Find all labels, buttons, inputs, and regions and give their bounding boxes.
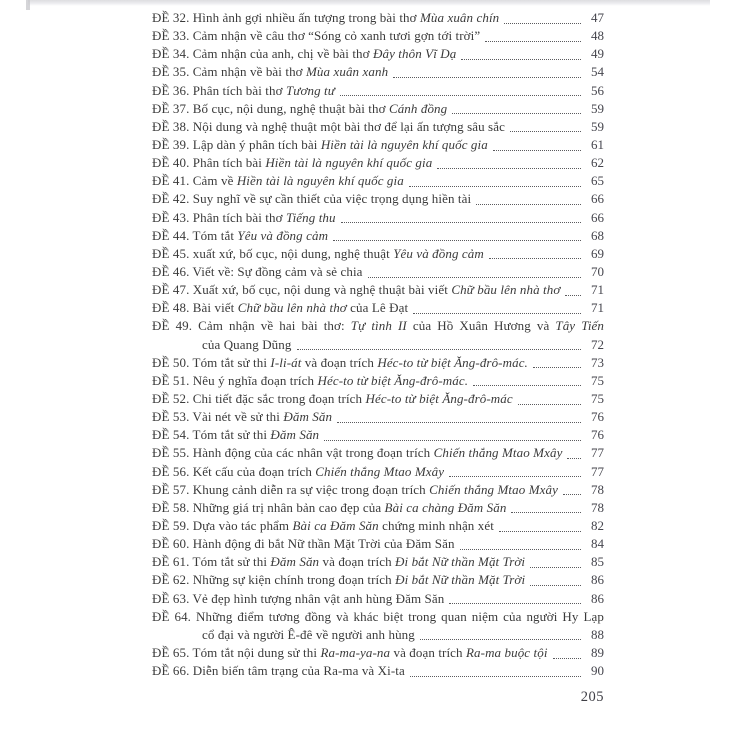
toc-line: [152, 336, 604, 354]
toc-text-segment: ĐỀ 57. Khung cảnh diễn ra sự việc trong đoạn trích: [152, 481, 430, 497]
toc-line: [152, 535, 604, 553]
toc-entry: [152, 263, 604, 281]
toc-line: [152, 662, 604, 680]
toc-entry: [152, 553, 604, 571]
work-title-italic: Bài ca chàng Đăm Săn: [384, 499, 507, 515]
toc-entry-text: [152, 154, 432, 172]
toc-entry: [152, 608, 604, 644]
toc-text-segment: và đoạn trích: [301, 354, 378, 370]
toc-line: [152, 190, 604, 208]
toc-page-number: 88: [591, 626, 604, 642]
toc-text-segment: cổ đại và người Ê-đê về người anh hùng: [202, 626, 415, 642]
toc-line: [152, 45, 604, 63]
toc-entry-text: [152, 390, 513, 408]
toc-entry-text: [152, 463, 444, 481]
toc-line: [152, 626, 604, 644]
toc-entry-text: [152, 63, 388, 81]
toc-entry: [152, 227, 604, 245]
work-title-italic: I-li-át: [270, 354, 302, 370]
toc-text-segment: ĐỀ 48. Bài viết: [152, 300, 238, 316]
toc-text-segment: ĐỀ 38. Nội dung và nghệ thuật một bài thơ để lại ấn tượng sâu sắc: [152, 118, 505, 134]
toc-page-number: 75: [591, 390, 604, 406]
toc-page-number: 47: [591, 10, 604, 25]
toc-entry-text: [152, 662, 405, 680]
dot-leader: [437, 163, 581, 169]
table-of-contents: [152, 9, 604, 680]
toc-page-number: 76: [591, 409, 604, 425]
dot-leader: [333, 235, 581, 241]
dot-leader: [493, 145, 581, 151]
toc-text-segment: ĐỀ 32. Hình ảnh gợi nhiều ấn tượng trong bài thơ: [152, 10, 420, 25]
toc-line: [152, 227, 604, 245]
toc-line: [152, 354, 604, 372]
work-title-italic: Mùa xuân chín: [419, 10, 500, 25]
toc-page-number: 49: [591, 46, 604, 62]
work-title-italic: Tự tình II: [350, 318, 407, 334]
work-title-italic: Hiền tài là nguyên khí quốc gia: [320, 136, 488, 152]
toc-text-segment: ĐỀ 40. Phân tích bài: [152, 155, 266, 171]
toc-text-segment: ĐỀ 45. xuất xứ, bố cục, nội dung, nghệ thuật: [152, 245, 394, 261]
page-edge-shadow: [28, 0, 710, 6]
work-title-italic: Đây thôn Vĩ Dạ: [372, 46, 457, 62]
toc-line: [152, 9, 604, 27]
toc-line: [152, 299, 604, 317]
dot-leader: [368, 272, 581, 278]
toc-entry-text: [152, 499, 506, 517]
dot-leader: [449, 471, 581, 477]
toc-line: [152, 372, 604, 390]
toc-line: [152, 281, 604, 299]
toc-text-segment: ĐỀ 49. Cảm nhận về hai bài thơ:: [152, 318, 351, 334]
toc-page-number: 85: [591, 554, 604, 570]
dot-leader: [461, 54, 581, 60]
toc-page-number: 66: [591, 209, 604, 225]
toc-entry-text: [152, 118, 505, 136]
toc-page-number: 86: [591, 590, 604, 606]
toc-page-number: 78: [591, 499, 604, 515]
dot-leader: [511, 507, 581, 513]
work-title-italic: Héc-to từ biệt Ăng-đrô-mác.: [377, 354, 528, 370]
toc-line: [152, 263, 604, 281]
toc-entry-text: [152, 281, 560, 299]
toc-entry-text: [152, 136, 488, 154]
toc-text-segment: ĐỀ 62. Những sự kiện chính trong đoạn trích: [152, 572, 396, 588]
toc-text-segment: ĐỀ 63. Vẻ đẹp hình tượng nhân vật anh hùng Đăm Săn: [152, 590, 445, 606]
dot-leader: [530, 562, 581, 568]
toc-text-segment: chứng minh nhận xét: [378, 517, 494, 533]
toc-entry: [152, 535, 604, 553]
toc-page-number: 62: [591, 155, 604, 171]
toc-text-segment: ĐỀ 66. Diễn biến tâm trạng của Ra-ma và Xi-ta: [152, 663, 405, 679]
toc-page-number: 84: [591, 536, 604, 552]
toc-page-number: 75: [591, 372, 604, 388]
work-title-italic: Tương tư: [285, 82, 335, 98]
dot-leader: [449, 598, 581, 604]
toc-entry-text: [152, 209, 336, 227]
work-title-italic: Bài ca Đăm Săn: [292, 517, 379, 533]
work-title-italic: Tây Tiến: [555, 318, 605, 334]
work-title-italic: Đăm Săn: [270, 427, 320, 443]
dot-leader: [504, 18, 581, 24]
work-title-italic: Hiền tài là nguyên khí quốc gia: [265, 155, 433, 171]
toc-entry-text: [152, 318, 604, 333]
toc-line: [152, 209, 604, 227]
toc-text-segment: ĐỀ 35. Cảm nhận về bài thơ: [152, 64, 306, 80]
work-title-italic: Đăm Săn: [283, 409, 333, 425]
toc-entry: [152, 209, 604, 227]
toc-entry-text: [152, 263, 363, 281]
toc-entry-text: [152, 82, 335, 100]
toc-text-segment: ĐỀ 55. Hành động của các nhân vật trong đoạn trích: [152, 445, 434, 461]
toc-line: [152, 154, 604, 172]
toc-entry: [152, 481, 604, 499]
toc-line: [152, 27, 604, 45]
toc-entry: [152, 100, 604, 118]
toc-entry: [152, 590, 604, 608]
toc-page-number: 59: [591, 100, 604, 116]
toc-line: [152, 408, 604, 426]
dot-leader: [297, 344, 582, 350]
toc-text-segment: ĐỀ 37. Bố cục, nội dung, nghệ thuật bài thơ: [152, 100, 389, 116]
toc-line: [152, 553, 604, 571]
toc-page-number: 86: [591, 572, 604, 588]
dot-leader: [341, 217, 581, 223]
toc-entry-text: [202, 336, 292, 354]
dot-leader: [473, 380, 581, 386]
toc-entry: [152, 82, 604, 100]
toc-page-number: 77: [591, 445, 604, 461]
page-edge-notch: [26, 0, 30, 10]
toc-entry-text: [152, 9, 499, 27]
dot-leader: [393, 72, 581, 78]
dot-leader: [409, 181, 581, 187]
toc-entry: [152, 9, 604, 27]
toc-text-segment: ĐỀ 36. Phân tích bài thơ: [152, 82, 286, 98]
dot-leader: [410, 671, 581, 677]
toc-text-segment: ĐỀ 43. Phân tích bài thơ: [152, 209, 286, 225]
work-title-italic: Chữ bầu lên nhà thơ: [451, 282, 561, 298]
toc-line: [152, 63, 604, 81]
toc-entry: [152, 154, 604, 172]
toc-text-segment: ĐỀ 33. Cảm nhận về câu thơ “Sóng cỏ xanh tươi gợn tới trời”: [152, 28, 481, 44]
dot-leader: [460, 544, 581, 550]
dot-leader: [476, 199, 581, 205]
toc-page-number: 68: [591, 227, 604, 243]
toc-page-number: 65: [591, 173, 604, 189]
dot-leader: [413, 308, 581, 314]
work-title-italic: Mùa xuân xanh: [306, 64, 389, 80]
toc-entry: [152, 644, 604, 662]
work-title-italic: Ra-ma buộc tội: [466, 644, 548, 660]
dot-leader: [530, 580, 581, 586]
dot-leader: [499, 526, 581, 532]
dot-leader: [510, 126, 581, 132]
toc-entry-text: [152, 27, 480, 45]
toc-entry-text: [152, 245, 484, 263]
toc-text-segment: ĐỀ 64. Những điểm tương đồng và khác biệt trong quan niệm của người Hy Lạp: [152, 608, 604, 624]
work-title-italic: Hiền tài là nguyên khí quốc gia: [236, 173, 404, 189]
toc-entry: [152, 372, 604, 390]
toc-line: [152, 517, 604, 535]
dot-leader: [565, 290, 581, 296]
work-title-italic: Chiến thắng Mtao Mxây: [433, 445, 563, 461]
dot-leader: [533, 362, 581, 368]
toc-text-segment: ĐỀ 50. Tóm tắt sử thi: [152, 354, 271, 370]
dot-leader: [452, 108, 581, 114]
dot-leader: [489, 253, 581, 259]
toc-text-segment: ĐỀ 44. Tóm tắt: [152, 227, 238, 243]
toc-entry-text: [202, 626, 415, 644]
toc-text-segment: ĐỀ 39. Lập dàn ý phân tích bài: [152, 136, 321, 152]
toc-page-number: 71: [591, 282, 604, 298]
toc-text-segment: ĐỀ 56. Kết cấu của đoạn trích: [152, 463, 316, 479]
toc-entry-text: [152, 227, 328, 245]
dot-leader: [420, 634, 581, 640]
toc-page-number: 73: [591, 354, 604, 370]
toc-entry: [152, 408, 604, 426]
toc-page-number: 90: [591, 663, 604, 679]
toc-text-segment: ĐỀ 60. Hành động đi bắt Nữ thần Mặt Trời của Đăm Săn: [152, 536, 455, 552]
toc-entry-text: [152, 45, 456, 63]
toc-page-number: 59: [591, 118, 604, 134]
work-title-italic: Héc-to từ biệt Ăng-đrô-mác.: [317, 372, 469, 388]
toc-page-number: 78: [591, 481, 604, 497]
toc-entry-text: [152, 571, 525, 589]
toc-line: [152, 118, 604, 136]
toc-entry: [152, 444, 604, 462]
work-title-italic: Yêu và đồng cảm: [393, 245, 484, 261]
toc-entry-text: [152, 535, 455, 553]
toc-page-number: 72: [591, 336, 604, 352]
work-title-italic: Héc-to từ biệt Ăng-đrô-mác: [365, 390, 513, 406]
work-title-italic: Yêu và đồng cảm: [237, 227, 329, 243]
toc-entry: [152, 354, 604, 372]
dot-leader: [563, 489, 581, 495]
toc-page-number: 69: [591, 245, 604, 261]
work-title-italic: Đi bắt Nữ thần Mặt Trời: [395, 572, 526, 588]
toc-text-segment: của Lê Đạt: [346, 300, 409, 316]
toc-line: [152, 499, 604, 517]
toc-entry-text: [152, 517, 494, 535]
toc-text-segment: ĐỀ 41. Cảm về: [152, 173, 237, 189]
toc-line: [152, 245, 604, 263]
work-title-italic: Tiếng thu: [285, 209, 336, 225]
toc-line: [152, 172, 604, 190]
toc-entry: [152, 190, 604, 208]
toc-entry: [152, 662, 604, 680]
toc-text-segment: ĐỀ 54. Tóm tắt sử thi: [152, 427, 271, 443]
toc-text-segment: ĐỀ 51. Nêu ý nghĩa đoạn trích: [152, 372, 318, 388]
toc-line: [152, 590, 604, 608]
toc-line: [152, 390, 604, 408]
toc-entry-text: [152, 609, 604, 624]
toc-entry: [152, 499, 604, 517]
toc-text-segment: của Hồ Xuân Hương và: [406, 318, 556, 334]
toc-text-segment: ĐỀ 47. Xuất xứ, bố cục, nội dung và nghệ thuật bài viết: [152, 282, 452, 298]
toc-line: [152, 100, 604, 118]
toc-entry: [152, 571, 604, 589]
toc-entry-text: [152, 190, 471, 208]
toc-entry-text: [152, 172, 404, 190]
toc-entry: [152, 390, 604, 408]
toc-page-number: 76: [591, 427, 604, 443]
toc-entry: [152, 45, 604, 63]
toc-page-number: 61: [591, 136, 604, 152]
toc-entry: [152, 27, 604, 45]
toc-line: [152, 136, 604, 154]
toc-text-segment: ĐỀ 42. Suy nghĩ về sự cần thiết của việc trọng dụng hiền tài: [152, 191, 472, 207]
toc-entry: [152, 136, 604, 154]
toc-entry-text: [152, 444, 562, 462]
toc-entry-text: [152, 354, 528, 372]
toc-line: [152, 317, 604, 335]
work-title-italic: Đi bắt Nữ thần Mặt Trời: [395, 554, 526, 570]
dot-leader: [553, 653, 581, 659]
toc-line: [152, 82, 604, 100]
toc-text-segment: của Quang Dũng: [202, 336, 292, 352]
toc-entry: [152, 118, 604, 136]
dot-leader: [518, 399, 581, 405]
dot-leader: [485, 36, 581, 42]
dot-leader: [340, 90, 581, 96]
toc-page-number: 56: [591, 82, 604, 98]
toc-entry: [152, 172, 604, 190]
toc-text-segment: ĐỀ 59. Dựa vào tác phẩm: [152, 517, 293, 533]
toc-entry-text: [152, 590, 444, 608]
toc-entry-text: [152, 553, 525, 571]
toc-page-number: 89: [591, 644, 604, 660]
toc-entry: [152, 426, 604, 444]
toc-text-segment: và đoạn trích: [319, 554, 396, 570]
toc-page-number: 77: [591, 463, 604, 479]
page-number: 205: [580, 689, 604, 705]
toc-line: [152, 481, 604, 499]
toc-text-segment: ĐỀ 46. Viết về: Sự đồng cảm và sẻ chia: [152, 263, 363, 279]
toc-text-segment: ĐỀ 53. Vài nét về sử thi: [152, 409, 284, 425]
toc-text-segment: ĐỀ 34. Cảm nhận của anh, chị về bài thơ: [152, 46, 373, 62]
toc-entry-text: [152, 299, 408, 317]
work-title-italic: Chiến thắng Mtao Mxây: [315, 463, 445, 479]
toc-line: [152, 571, 604, 589]
toc-entry: [152, 463, 604, 481]
work-title-italic: Chữ bầu lên nhà thơ: [237, 300, 347, 316]
toc-entry-text: [152, 408, 332, 426]
toc-entry-text: [152, 372, 468, 390]
toc-entry: [152, 281, 604, 299]
toc-entry-text: [152, 481, 558, 499]
toc-line: [152, 444, 604, 462]
toc-entry-text: [152, 644, 548, 662]
dot-leader: [567, 453, 581, 459]
toc-entry-text: [152, 100, 447, 118]
toc-entry: [152, 63, 604, 81]
toc-entry: [152, 317, 604, 353]
toc-text-segment: và đoạn trích: [390, 644, 466, 660]
toc-page-number: 70: [591, 263, 604, 279]
toc-text-segment: ĐỀ 65. Tóm tắt nội dung sử thi: [152, 644, 321, 660]
work-title-italic: Cánh đồng: [388, 100, 448, 116]
dot-leader: [337, 417, 581, 423]
toc-text-segment: ĐỀ 61. Tóm tắt sử thi: [152, 554, 271, 570]
toc-entry: [152, 245, 604, 263]
toc-line: [152, 608, 604, 626]
toc-page-number: 66: [591, 191, 604, 207]
toc-text-segment: ĐỀ 52. Chi tiết đặc sắc trong đoạn trích: [152, 390, 366, 406]
work-title-italic: Đăm Săn: [270, 554, 320, 570]
toc-page-number: 82: [591, 517, 604, 533]
toc-page-number: 48: [591, 28, 604, 44]
toc-entry: [152, 299, 604, 317]
dot-leader: [324, 435, 581, 441]
work-title-italic: Ra-ma-ya-na: [320, 644, 391, 660]
toc-entry-text: [152, 426, 319, 444]
toc-page-number: 54: [591, 64, 604, 80]
toc-entry: [152, 517, 604, 535]
toc-line: [152, 644, 604, 662]
toc-text-segment: ĐỀ 58. Những giá trị nhân bản cao đẹp của: [152, 499, 385, 515]
toc-line: [152, 463, 604, 481]
toc-page-number: 71: [591, 300, 604, 316]
work-title-italic: Chiến thắng Mtao Mxây: [429, 481, 558, 497]
toc-line: [152, 426, 604, 444]
